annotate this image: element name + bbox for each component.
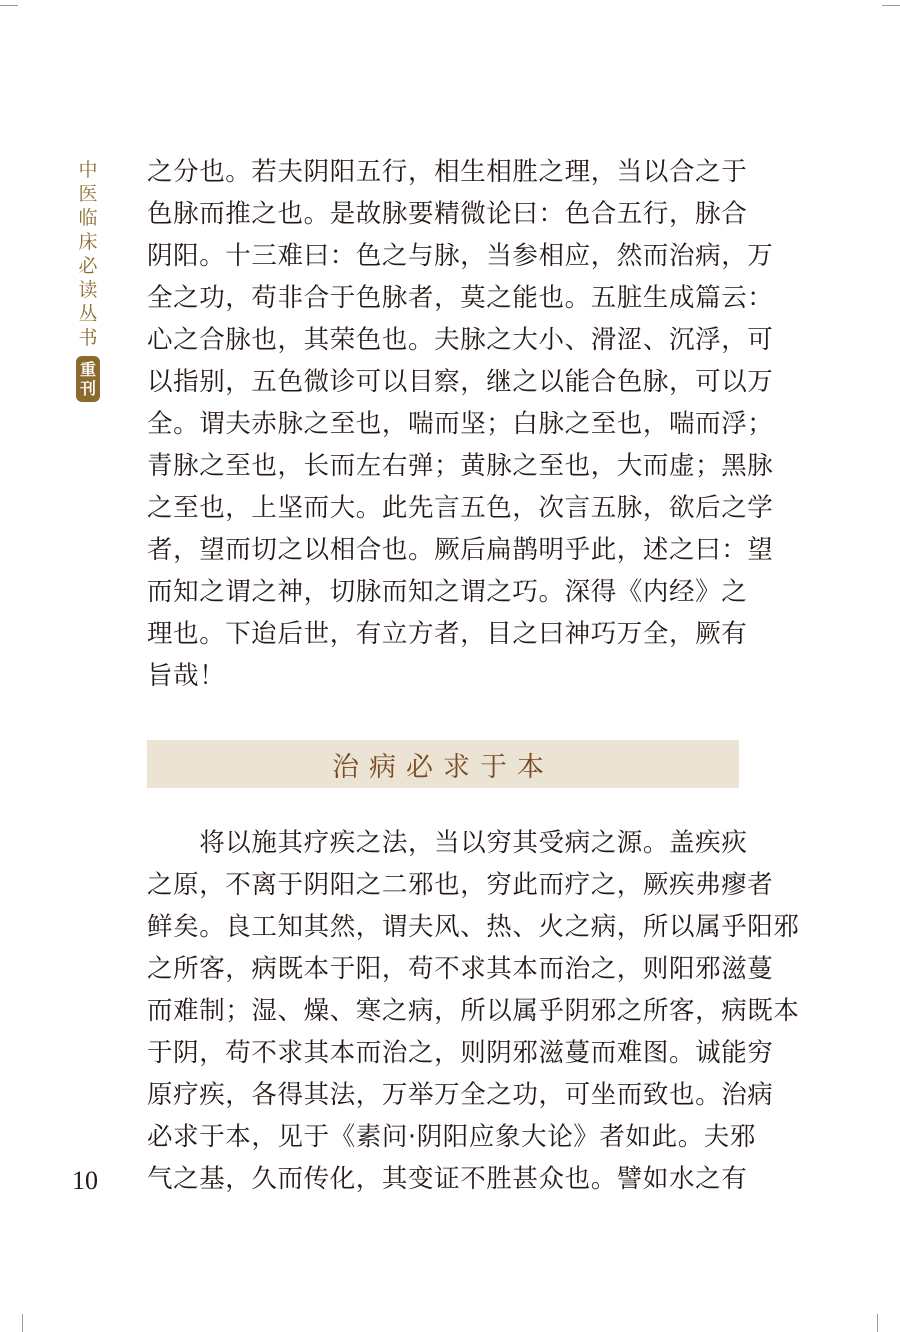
body-paragraph-2 [147, 822, 800, 1200]
text-line: 以指别，五色微诊可以目察，继之以能合色脉，可以万 [147, 367, 774, 397]
crop-mark [882, 5, 900, 6]
series-title-char: 书 [78, 327, 98, 349]
series-title-char: 医 [78, 183, 98, 205]
text-line: 之所客，病既本于阳，苟不求其本而治之，则阳邪滋蔓 [147, 954, 774, 984]
crop-mark [0, 5, 18, 6]
text-line: 色脉而推之也。是故脉要精微论曰：色合五行，脉合 [147, 199, 748, 229]
text-line: 之至也，上坚而大。此先言五色，次言五脉，欲后之学 [147, 493, 774, 523]
text-line: 而知之谓之神，切脉而知之谓之巧。深得《内经》之 [147, 577, 748, 607]
crop-mark [877, 1314, 878, 1332]
text-line: 青脉之至也，长而左右弹；黄脉之至也，大而虚；黑脉 [147, 451, 774, 481]
text-line: 之分也。若夫阴阳五行，相生相胜之理，当以合之于 [147, 157, 748, 187]
text-line: 之原，不离于阴阳之二邪也，穷此而疗之，厥疾弗瘳者 [147, 870, 774, 900]
text-line: 者，望而切之以相合也。厥后扁鹊明乎此，述之曰：望 [147, 535, 774, 565]
section-heading: 治病必求于本 [147, 740, 739, 788]
text-line: 旨哉！ [147, 661, 226, 691]
text-line: 全之功，苟非合于色脉者，莫之能也。五脏生成篇云： [147, 283, 774, 313]
series-title-char: 中 [78, 159, 98, 181]
series-title-char: 临 [78, 207, 98, 229]
crop-mark [22, 1314, 23, 1332]
text-line: 理也。下迨后世，有立方者，目之曰神巧万全，厥有 [147, 619, 748, 649]
text-line: 阴阳。十三难曰：色之与脉，当参相应，然而治病，万 [147, 241, 774, 271]
text-line: 鲜矣。良工知其然，谓夫风、热、火之病，所以属乎阳邪 [147, 912, 800, 942]
series-title-char: 读 [78, 279, 98, 301]
text-line: 必求于本，见于《素问·阴阳应象大论》者如此。夫邪 [147, 1122, 757, 1152]
series-title-char: 必 [78, 255, 98, 277]
text-line: 而难制；湿、燥、寒之病，所以属乎阴邪之所客，病既本 [147, 996, 800, 1026]
text-line: 气之基，久而传化，其变证不胜甚众也。譬如水之有 [147, 1164, 748, 1194]
body-paragraph-1 [147, 151, 774, 697]
series-title-char: 床 [78, 231, 98, 253]
reprint-badge-char: 刊 [79, 379, 96, 398]
reprint-badge [76, 356, 100, 402]
text-line: 原疗疾，各得其法，万举万全之功，可坐而致也。治病 [147, 1080, 774, 1110]
text-line: 心之合脉也，其荣色也。夫脉之大小、滑涩、沉浮，可 [147, 325, 774, 355]
series-title-vertical [74, 158, 102, 402]
reprint-badge-char: 重 [79, 360, 96, 379]
text-line: 将以施其疗疾之法，当以穷其受病之源。盖疾疢 [147, 828, 748, 858]
text-line: 全。谓夫赤脉之至也，喘而坚；白脉之至也，喘而浮； [147, 409, 774, 439]
series-title-char: 丛 [78, 303, 98, 325]
page-number: 10 [72, 1166, 98, 1195]
text-line: 于阴，苟不求其本而治之，则阴邪滋蔓而难图。诚能穷 [147, 1038, 774, 1068]
